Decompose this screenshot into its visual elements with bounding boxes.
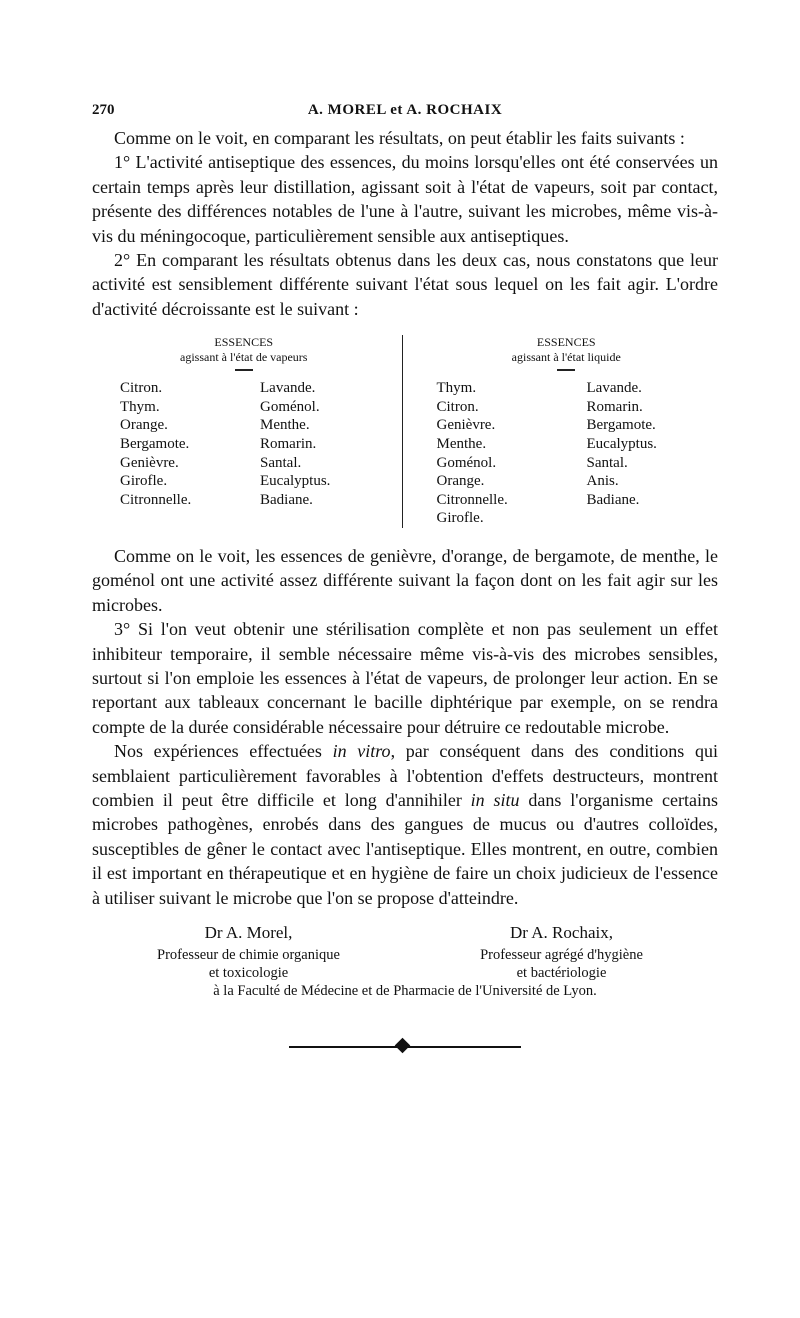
faculty-affiliation: à la Faculté de Médecine et de Pharmacie de l'Université de Lyon.	[213, 983, 597, 1000]
table-vapeurs	[92, 335, 402, 528]
table-cell: Citron.	[120, 380, 163, 397]
table-cell: Santal.	[586, 454, 628, 471]
author-name: Dr A. Rochaix,	[510, 923, 613, 943]
table-liquide-title: ESSENCES	[536, 335, 596, 350]
table-vapeurs-subtitle: agissant à l'état de vapeurs	[180, 350, 308, 365]
diamond-icon	[395, 1038, 411, 1054]
signatures	[92, 924, 718, 982]
author-role: Professeur de chimie organique	[157, 947, 340, 964]
table-cell: Romarin.	[260, 436, 317, 453]
table-liquide-col1	[415, 379, 587, 528]
author-role: Professeur agrégé d'hygiène	[480, 947, 643, 964]
paragraph-1: Comme on le voit, en comparant les résultats, on peut établir les faits suivants :	[114, 128, 685, 148]
signature-rochaix	[405, 924, 718, 982]
in-situ-italic: in situ	[470, 790, 520, 811]
table-cell: Orange.	[436, 473, 485, 490]
table-cell: Thym.	[436, 380, 477, 397]
table-cell: Citronnelle.	[436, 491, 508, 508]
essences-tables	[92, 335, 718, 528]
paragraph-6-part-3: dans l'organisme certains microbes pathogènes, enrobés dans des gangues de mucus ou d'autres colloïdes, susceptibles de gêner le contact avec l'antiseptique. Elles montrent, en outre, combien il est important en thérapeutique et en hygiène de faire un choix judicieux de l'essence à utiliser suivant le microbe que l'on se propose d'atteindre.	[92, 790, 718, 908]
paragraph-3: 2° En comparant les résultats obtenus dans les deux cas, nous constatons que leur activité est sensiblement différente suivant l'état sous lequel on les fait agir. L'ordre d'activité décroissante est le suivant :	[92, 250, 718, 319]
table-cell: Santal.	[260, 454, 302, 471]
author-role-2: et toxicologie	[208, 965, 289, 982]
table-cell: Bergamote.	[586, 417, 656, 434]
table-liquide-col2	[587, 379, 717, 528]
table-cell: Citronnelle.	[120, 491, 192, 508]
end-ornament	[289, 1040, 521, 1054]
header-dash	[235, 369, 253, 371]
page-number: 270	[92, 102, 115, 118]
table-cell: Romarin.	[586, 398, 643, 415]
table-liquide	[402, 335, 719, 528]
table-cell: Menthe.	[436, 436, 487, 453]
table-cell: Genièvre.	[436, 417, 496, 434]
paragraph-6	[92, 739, 718, 910]
table-cell: Orange.	[120, 417, 168, 434]
paragraph-2: 1° L'activité antiseptique des essences, du moins lorsqu'elles ont été conservées un certain temps après leur distillation, agissant soit à l'état de vapeurs, soit par contact, présente des différences notables de l'une à l'autre, suivant les microbes, même vis-à-vis du méningocoque, particulièrement sensible aux antiseptiques.	[92, 152, 718, 246]
table-cell: Girofle.	[120, 473, 168, 490]
table-cell: Lavande.	[260, 380, 316, 397]
paragraph-4: Comme on le voit, les essences de genièvre, d'orange, de bergamote, de menthe, le goménol ont une activité assez différente suivant la façon dont on les fait agir sur les microbes.	[92, 546, 718, 615]
table-vapeurs-header	[92, 335, 396, 371]
table-cell: Eucalyptus.	[260, 473, 331, 490]
header-dash	[557, 369, 575, 371]
table-cell: Thym.	[120, 398, 160, 415]
paragraph-6-part-1: Nos expériences effectuées	[114, 741, 333, 762]
paragraph-6-part-2: , par conséquent dans des conditions qui semblaient particulièrement favorables à l'obtention d'effets destructeurs, montrent combien il peut être difficile et long d'annihiler	[92, 741, 718, 811]
signature-morel	[92, 924, 405, 982]
table-cell: Badiane.	[260, 491, 313, 508]
page-header	[92, 98, 718, 126]
table-liquide-header	[415, 335, 719, 371]
table-liquide-subtitle: agissant à l'état liquide	[511, 350, 621, 365]
table-vapeurs-col2	[260, 379, 390, 509]
author-name: Dr A. Morel,	[204, 923, 293, 943]
table-cell: Anis.	[586, 473, 619, 490]
table-vapeurs-title: ESSENCES	[214, 335, 274, 350]
page	[92, 98, 718, 1054]
table-cell: Goménol.	[260, 398, 320, 415]
table-cell: Menthe.	[260, 417, 310, 434]
table-vapeurs-col1	[92, 379, 260, 509]
table-cell: Girofle.	[436, 510, 484, 527]
table-cell: Citron.	[436, 398, 479, 415]
table-cell: Badiane.	[586, 491, 640, 508]
table-cell: Genièvre.	[120, 454, 179, 471]
author-role-2: et bactériologie	[516, 965, 607, 982]
table-cell: Eucalyptus.	[586, 436, 657, 453]
in-vitro-italic: in vitro	[332, 741, 391, 762]
table-cell: Goménol.	[436, 454, 497, 471]
running-title: A. MOREL et A. ROCHAIX	[307, 102, 503, 118]
paragraph-5: 3° Si l'on veut obtenir une stérilisation complète et non pas seulement un effet inhibiteur temporaire, il semble nécessaire même vis-à-vis des microbes sensibles, surtout si l'on emploie les essences à l'état de vapeurs, de prolonger leur action. En se reportant aux tableaux concernant le bacille diphtérique par exemple, on se rendra compte de la durée considérable nécessaire pour détruire ce redoutable microbe.	[92, 619, 718, 737]
table-cell: Bergamote.	[120, 436, 190, 453]
table-cell: Lavande.	[586, 380, 642, 397]
